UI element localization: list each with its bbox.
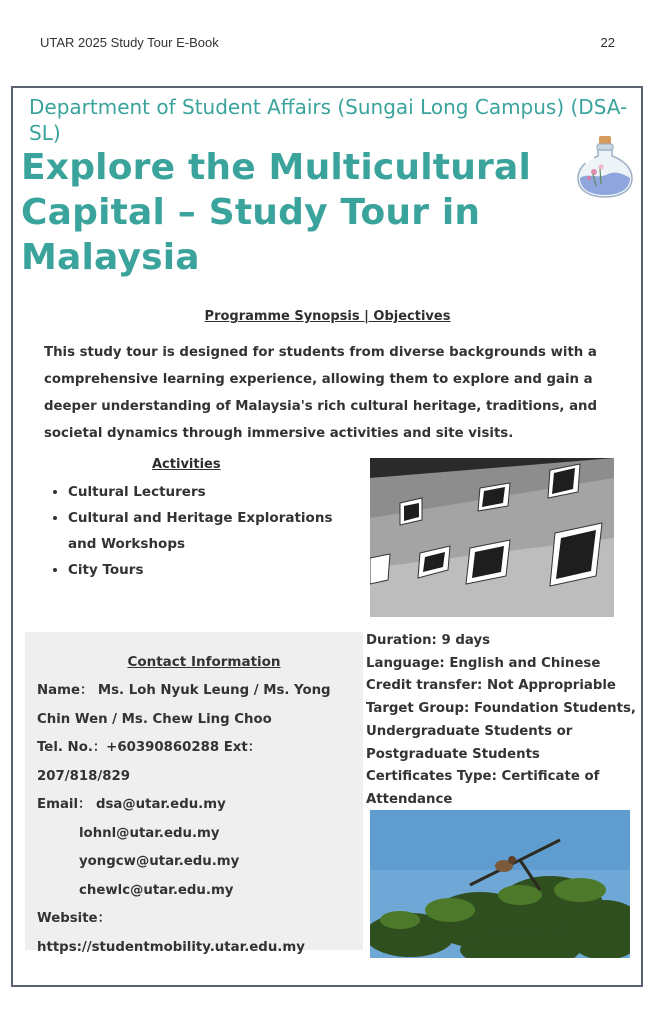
list-item: • Cultural Lecturers — [68, 479, 358, 505]
synopsis-heading: Programme Synopsis | Objectives — [204, 309, 451, 324]
contact-body — [37, 677, 357, 962]
activities-list — [48, 479, 358, 583]
synopsis-text: This study tour is designed for students from diverse backgrounds with a comprehensive learning experience, allowing them to explore and gain a deeper understanding of Malaysia's rich cultural heritage, traditions, and societal dynamics through immersive activities and site visits. — [44, 345, 598, 441]
website-label: Website： — [37, 911, 111, 926]
email-link[interactable]: chewlc@utar.edu.my — [79, 882, 234, 898]
email-row — [37, 791, 357, 820]
email-label: Email： — [37, 797, 92, 812]
contact-names: Name： Ms. Loh Nyuk Leung / Ms. Yong Chin Wen / Ms. Chew Ling Choo — [37, 683, 331, 727]
certificate-type: Certificates Type: Certificate of Attendance — [366, 769, 600, 807]
potion-bottle-icon — [574, 134, 636, 200]
building-windows-photo — [370, 458, 614, 617]
website-link[interactable]: https://studentmobility.utar.edu.my — [37, 939, 305, 955]
page-number: 22 — [600, 35, 615, 50]
contact-heading: Contact Information — [127, 654, 281, 670]
target-group: Target Group: Foundation Students, Undergraduate Students or Postgraduate Students — [366, 701, 636, 762]
list-item: • City Tours — [68, 557, 358, 583]
email-link[interactable]: dsa@utar.edu.my — [95, 797, 226, 812]
programme-details — [366, 630, 636, 812]
list-item: • Cultural and Heritage Explorations and Workshops — [68, 505, 358, 557]
contact-info-box — [25, 632, 363, 955]
ebook-title: UTAR 2025 Study Tour E-Book — [40, 35, 219, 50]
email-link[interactable]: yongcw@utar.edu.my — [79, 854, 240, 869]
activities-heading: Activities — [152, 457, 221, 472]
language: Language: English and Chinese — [366, 655, 601, 671]
page-title: Explore the Multicultural Capital – Study Tour in Malaysia — [21, 147, 532, 278]
bird-in-tree-photo — [370, 810, 630, 958]
email-link[interactable]: lohnl@utar.edu.my — [79, 825, 220, 841]
department-name: Department of Student Affairs (Sungai Long Campus) (DSA-SL) — [29, 95, 628, 145]
credit-transfer: Credit transfer: Not Appropriable — [366, 678, 616, 694]
duration: Duration: 9 days — [366, 633, 491, 648]
contact-telephone: Tel. No.：+60390860288 Ext： 207/818/829 — [37, 740, 262, 784]
